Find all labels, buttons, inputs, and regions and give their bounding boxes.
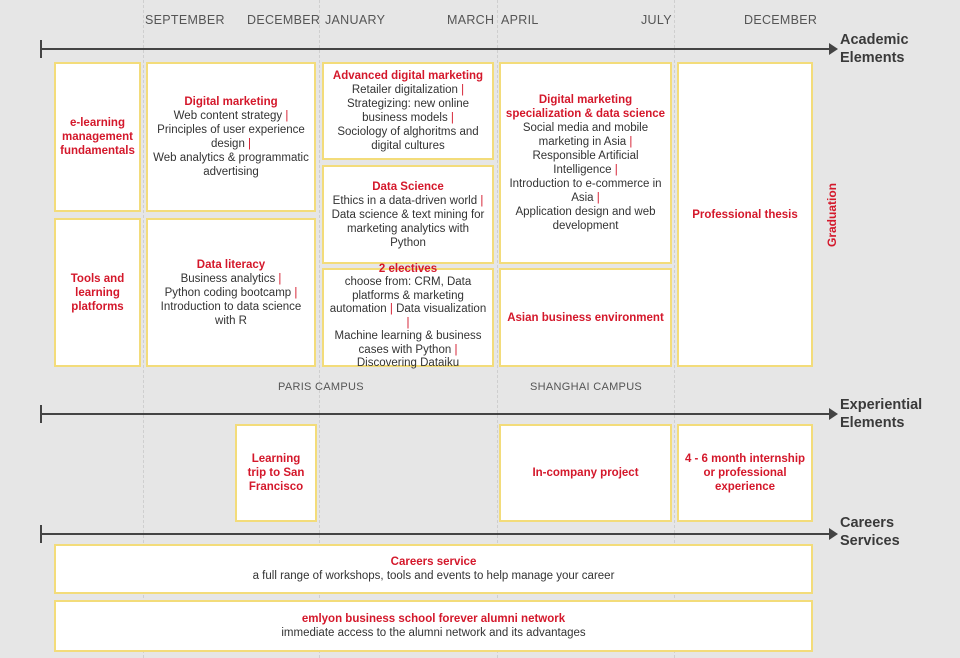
arrow-right-icon bbox=[829, 408, 838, 420]
box-body: Web content strategy | Principles of user experience design | Web analytics & programmatic advertising bbox=[153, 110, 309, 178]
month-label: JANUARY bbox=[325, 13, 386, 27]
box-title: Data Science bbox=[372, 180, 444, 193]
arrow-right-icon bbox=[829, 528, 838, 540]
thesis-box bbox=[677, 62, 813, 367]
sf-trip-box bbox=[235, 424, 317, 522]
box-title: Advanced digital marketing bbox=[332, 70, 484, 82]
dm-specialization-box bbox=[499, 62, 672, 264]
academic-section-label: Academic Elements bbox=[840, 32, 909, 66]
alumni-box bbox=[54, 600, 813, 652]
electives-box bbox=[322, 263, 494, 370]
careers-section-label: Careers Services bbox=[840, 515, 900, 549]
asian-business-box bbox=[499, 268, 672, 367]
advanced-dm-box bbox=[322, 62, 494, 160]
paris-campus-label: PARIS CAMPUS bbox=[278, 381, 364, 393]
graduation-label: Graduation bbox=[825, 183, 839, 248]
box-title: In-company project bbox=[532, 467, 639, 479]
month-label: DECEMBER bbox=[247, 13, 321, 27]
box-title: e-learning management fundamentals bbox=[60, 117, 135, 157]
month-label: SEPTEMBER bbox=[145, 13, 225, 27]
box-title: Careers service bbox=[390, 556, 477, 568]
box-body: Social media and mobile marketing in Asia | Responsible Artificial Intelligence | Introduction to e-commerce in Asia | Application design and web development bbox=[509, 122, 662, 232]
shanghai-campus-label: SHANGHAI CAMPUS bbox=[530, 381, 643, 393]
academic-axis bbox=[40, 48, 830, 50]
experiential-axis bbox=[40, 413, 830, 415]
month-label: DECEMBER bbox=[744, 13, 818, 27]
box-body: Ethics in a data-driven world | Data science & text mining for marketing analytics with Python bbox=[331, 194, 485, 249]
data-literacy-box bbox=[146, 218, 316, 367]
box-title: Asian business environment bbox=[507, 311, 664, 324]
box-body: Business analytics | Python coding bootcamp | Introduction to data science with R bbox=[160, 272, 302, 327]
month-label: JULY bbox=[641, 13, 672, 27]
box-body: Retailer digitalization | Strategizing: new online business models | Sociology of alghoritms and digital cultures bbox=[337, 84, 479, 152]
careers-axis bbox=[40, 533, 830, 535]
arrow-right-icon bbox=[829, 43, 838, 55]
in-company-box bbox=[499, 424, 672, 522]
box-title: Digital marketing specialization & data science bbox=[505, 94, 666, 120]
elearning-box bbox=[54, 62, 141, 212]
box-title: Tools and learning platforms bbox=[70, 272, 125, 313]
box-title: Professional thesis bbox=[692, 208, 798, 221]
box-title: Data literacy bbox=[196, 258, 266, 271]
box-title: Learning trip to San Francisco bbox=[247, 453, 305, 493]
box-body: choose from: CRM, Data platforms & marketing automation | Data visualization | Machine learning & business cases with Python | Discovering Dataiku bbox=[329, 276, 487, 370]
month-label: MARCH bbox=[447, 13, 495, 27]
internship-box bbox=[677, 424, 813, 522]
box-title: 2 electives bbox=[378, 263, 438, 276]
box-body: immediate access to the alumni network and its advantages bbox=[281, 627, 586, 639]
experiential-section-label: Experiential Elements bbox=[840, 397, 923, 431]
tools-box bbox=[54, 218, 141, 367]
box-body: a full range of workshops, tools and events to help manage your career bbox=[252, 570, 615, 582]
box-title: Digital marketing bbox=[184, 96, 278, 108]
month-label: APRIL bbox=[501, 13, 539, 27]
box-title: 4 - 6 month internship or professional experience bbox=[684, 453, 806, 493]
data-science-box bbox=[322, 165, 494, 264]
box-title: emlyon business school forever alumni network bbox=[301, 613, 566, 625]
digital-marketing-box bbox=[146, 62, 316, 212]
careers-service-box bbox=[54, 544, 813, 594]
